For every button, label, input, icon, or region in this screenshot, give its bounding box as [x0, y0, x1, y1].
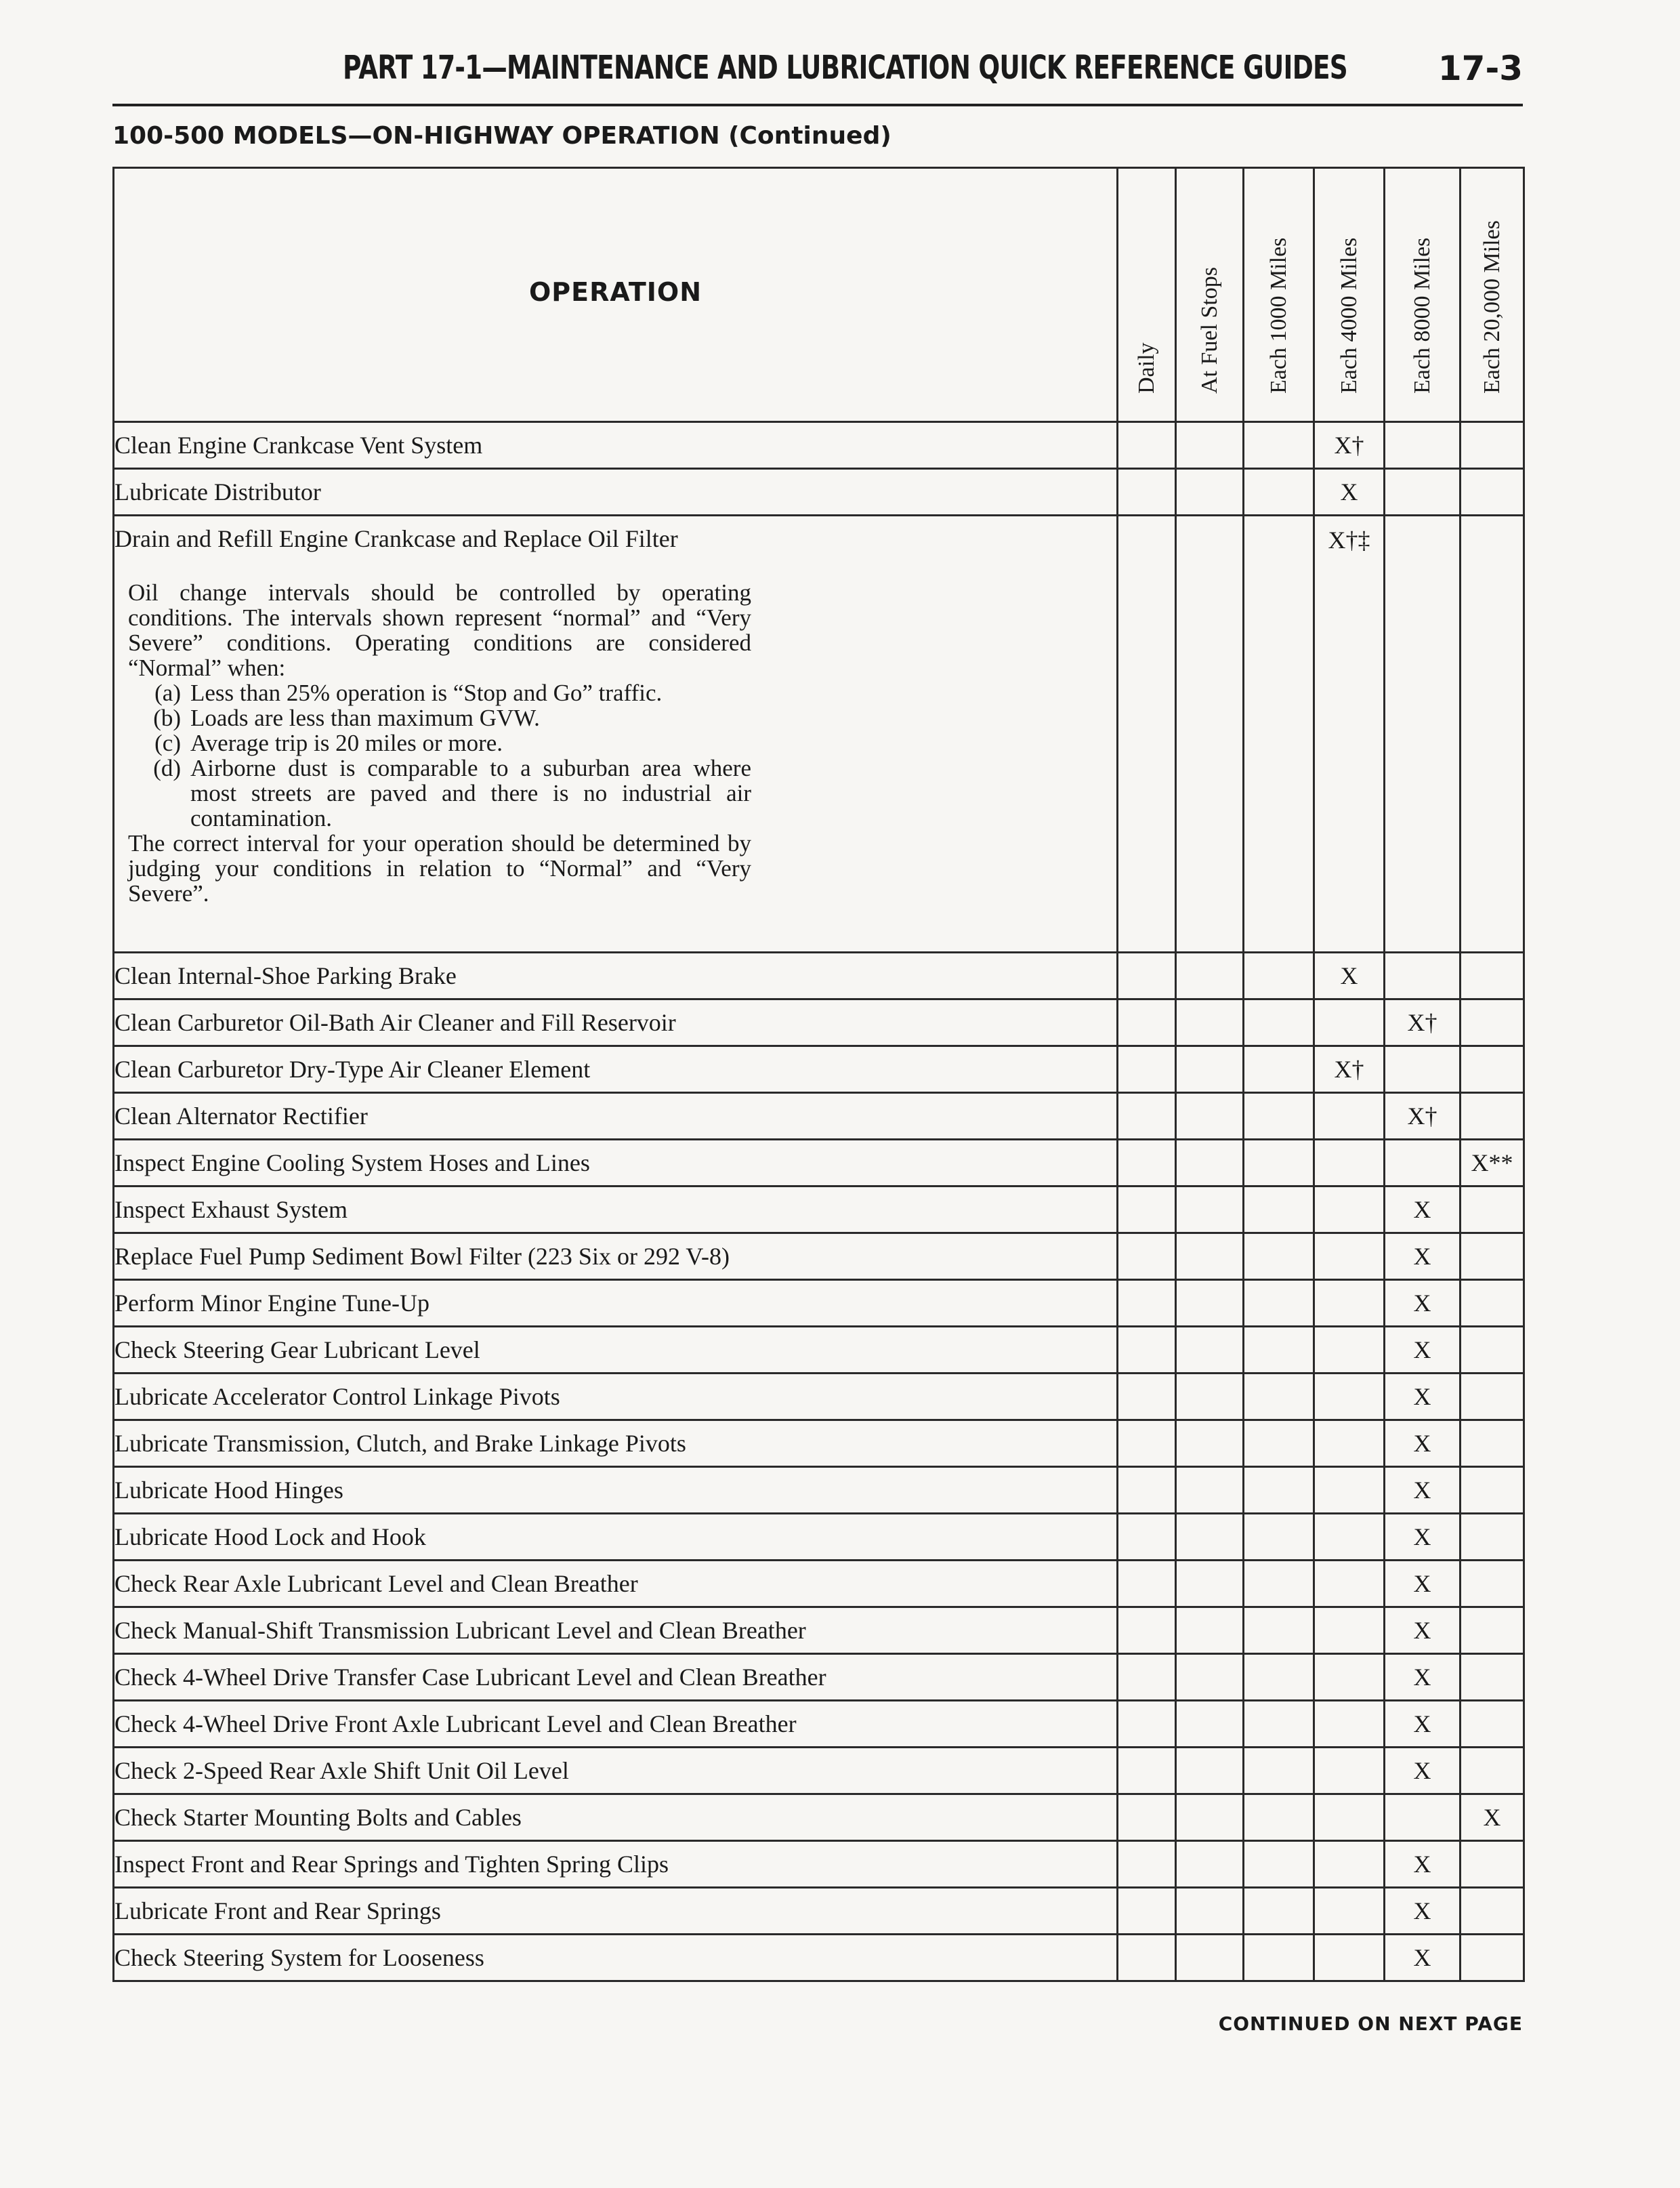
operation-label: Replace Fuel Pump Sediment Bowl Filter (223 Six or 292 V-8) — [114, 1243, 730, 1270]
table-row — [114, 1748, 1524, 1794]
interval-mark-cell — [1176, 516, 1244, 953]
interval-mark-cell — [1314, 1140, 1385, 1186]
interval-mark-cell — [1176, 1748, 1244, 1794]
interval-mark-cell — [1118, 1794, 1176, 1841]
table-row — [114, 1327, 1524, 1374]
table-row — [114, 953, 1524, 999]
table-row — [114, 1093, 1524, 1140]
interval-mark-cell — [1314, 1420, 1385, 1467]
interval-mark-cell — [1461, 1046, 1524, 1093]
table-row — [114, 422, 1524, 469]
interval-mark-cell — [1176, 1561, 1244, 1607]
interval-mark-cell — [1176, 1514, 1244, 1561]
interval-mark-cell — [1176, 1046, 1244, 1093]
interval-mark-cell — [1118, 1841, 1176, 1888]
interval-mark-cell — [1176, 1935, 1244, 1981]
interval-mark-cell — [1385, 469, 1461, 516]
note-intro: Oil change intervals should be controlled by operating conditions. The intervals shown represent “normal” and “Very Severe” conditions. Operating conditions are considered “Normal” when: — [128, 579, 751, 681]
operation-cell — [114, 1514, 1118, 1561]
operation-label: Check 4-Wheel Drive Transfer Case Lubricant Level and Clean Breather — [114, 1664, 826, 1691]
interval-mark-cell — [1461, 1186, 1524, 1233]
table-row — [114, 999, 1524, 1046]
interval-mark-cell — [1176, 999, 1244, 1046]
operation-label: Clean Carburetor Oil-Bath Air Cleaner and Fill Reservoir — [114, 1009, 676, 1036]
interval-mark-cell — [1314, 1748, 1385, 1794]
interval-mark-cell: X†‡ — [1314, 516, 1385, 953]
interval-mark-cell — [1176, 1186, 1244, 1233]
operation-label: Check Steering System for Looseness — [114, 1944, 484, 1971]
note-item-text: Average trip is 20 miles or more. — [190, 730, 503, 756]
interval-mark-cell — [1385, 1046, 1461, 1093]
interval-mark-cell — [1244, 422, 1314, 469]
interval-mark-cell — [1244, 1935, 1314, 1981]
interval-mark-cell: X — [1385, 1327, 1461, 1374]
operation-label: Clean Internal-Shoe Parking Brake — [114, 962, 457, 989]
interval-mark-cell — [1314, 1186, 1385, 1233]
interval-mark-cell: X — [1385, 1280, 1461, 1327]
column-header-4000-miles: Each 4000 Miles — [1314, 168, 1385, 422]
interval-mark-cell — [1176, 422, 1244, 469]
operation-cell — [114, 469, 1118, 516]
note-item-text: Less than 25% operation is “Stop and Go” traffic. — [190, 680, 663, 706]
table-row — [114, 1935, 1524, 1981]
operation-label: Check 4-Wheel Drive Front Axle Lubricant Level and Clean Breather — [114, 1710, 797, 1737]
maintenance-schedule-table — [112, 167, 1525, 1982]
interval-mark-cell — [1244, 469, 1314, 516]
interval-mark-cell — [1244, 1186, 1314, 1233]
interval-mark-cell — [1314, 1701, 1385, 1748]
operation-label: Clean Engine Crankcase Vent System — [114, 432, 483, 459]
operation-label: Check 2-Speed Rear Axle Shift Unit Oil Level — [114, 1757, 569, 1784]
interval-mark-cell — [1118, 1935, 1176, 1981]
operation-cell — [114, 1467, 1118, 1514]
part-title: PART 17-1—MAINTENANCE AND LUBRICATION QUICK REFERENCE GUIDES — [343, 49, 1347, 87]
interval-mark-cell — [1461, 1607, 1524, 1654]
interval-mark-cell — [1385, 422, 1461, 469]
interval-mark-cell — [1461, 469, 1524, 516]
table-row — [114, 1233, 1524, 1280]
operation-cell — [114, 1046, 1118, 1093]
operation-cell — [114, 1561, 1118, 1607]
interval-mark-cell — [1176, 1841, 1244, 1888]
interval-mark-cell — [1314, 1841, 1385, 1888]
note-condition-item — [128, 680, 751, 705]
operation-cell — [114, 1280, 1118, 1327]
interval-mark-cell: X** — [1461, 1140, 1524, 1186]
interval-mark-cell — [1244, 1654, 1314, 1701]
interval-mark-cell — [1118, 1888, 1176, 1935]
interval-mark-cell — [1314, 1374, 1385, 1420]
interval-mark-cell — [1385, 516, 1461, 953]
interval-mark-cell — [1461, 1514, 1524, 1561]
interval-mark-cell — [1244, 1514, 1314, 1561]
note-item-label: (a) — [154, 680, 181, 706]
interval-mark-cell: X† — [1385, 1093, 1461, 1140]
interval-mark-cell — [1314, 1607, 1385, 1654]
note-item-label: (d) — [153, 755, 181, 781]
interval-mark-cell — [1461, 1233, 1524, 1280]
interval-mark-cell — [1461, 1701, 1524, 1748]
interval-mark-cell — [1314, 1561, 1385, 1607]
operation-cell — [114, 1888, 1118, 1935]
interval-mark-cell — [1461, 1748, 1524, 1794]
table-row — [114, 1888, 1524, 1935]
operation-cell — [114, 1654, 1118, 1701]
operation-label: Lubricate Front and Rear Springs — [114, 1897, 441, 1924]
operation-cell — [114, 1140, 1118, 1186]
table-row — [114, 1794, 1524, 1841]
interval-mark-cell — [1461, 1327, 1524, 1374]
interval-mark-cell: X — [1385, 1841, 1461, 1888]
interval-mark-cell — [1314, 1233, 1385, 1280]
interval-mark-cell — [1118, 1046, 1176, 1093]
interval-mark-cell — [1176, 1467, 1244, 1514]
operation-cell — [114, 1420, 1118, 1467]
interval-mark-cell — [1244, 999, 1314, 1046]
operation-cell — [114, 999, 1118, 1046]
interval-mark-cell — [1176, 1327, 1244, 1374]
interval-mark-cell — [1118, 1186, 1176, 1233]
continued-notice: CONTINUED ON NEXT PAGE — [1218, 2012, 1523, 2035]
oil-change-note — [128, 580, 751, 906]
interval-mark-cell — [1244, 1233, 1314, 1280]
interval-mark-cell — [1118, 1561, 1176, 1607]
operation-cell — [114, 1701, 1118, 1748]
interval-mark-cell — [1244, 1327, 1314, 1374]
interval-mark-cell: X — [1385, 1467, 1461, 1514]
interval-mark-cell — [1244, 1701, 1314, 1748]
interval-mark-cell — [1314, 1654, 1385, 1701]
interval-mark-cell — [1118, 1607, 1176, 1654]
interval-mark-cell — [1314, 1280, 1385, 1327]
interval-mark-cell — [1176, 1093, 1244, 1140]
interval-mark-cell — [1461, 1561, 1524, 1607]
interval-mark-cell — [1118, 1467, 1176, 1514]
column-header-8000-miles: Each 8000 Miles — [1385, 168, 1461, 422]
operation-cell — [114, 1233, 1118, 1280]
interval-mark-cell — [1118, 1327, 1176, 1374]
interval-mark-cell — [1314, 1467, 1385, 1514]
operation-label: Lubricate Hood Hinges — [114, 1477, 343, 1504]
table-row — [114, 469, 1524, 516]
operation-label: Clean Carburetor Dry-Type Air Cleaner Element — [114, 1056, 591, 1083]
table-row — [114, 1420, 1524, 1467]
interval-mark-cell — [1176, 953, 1244, 999]
interval-mark-cell — [1176, 1233, 1244, 1280]
interval-mark-cell — [1118, 1280, 1176, 1327]
table-row — [114, 1140, 1524, 1186]
interval-mark-cell — [1118, 953, 1176, 999]
interval-mark-cell: X — [1385, 1374, 1461, 1420]
table-row — [114, 516, 1524, 953]
interval-mark-cell — [1244, 1467, 1314, 1514]
interval-mark-cell — [1176, 1654, 1244, 1701]
interval-mark-cell: X† — [1385, 999, 1461, 1046]
interval-mark-cell — [1461, 1420, 1524, 1467]
header-rule — [112, 104, 1523, 106]
operation-cell — [114, 516, 1118, 953]
operation-label: Check Steering Gear Lubricant Level — [114, 1336, 480, 1363]
interval-mark-cell — [1176, 1888, 1244, 1935]
interval-mark-cell — [1385, 1140, 1461, 1186]
operation-cell — [114, 1374, 1118, 1420]
operation-cell — [114, 422, 1118, 469]
operation-label: Lubricate Distributor — [114, 478, 321, 505]
table-row — [114, 1280, 1524, 1327]
table-row — [114, 1841, 1524, 1888]
interval-mark-cell — [1314, 1794, 1385, 1841]
note-condition-item — [128, 756, 751, 831]
interval-mark-cell — [1244, 1420, 1314, 1467]
page-header — [112, 49, 1523, 103]
section-title: 100-500 MODELS—ON-HIGHWAY OPERATION (Continued) — [112, 122, 891, 150]
interval-mark-cell — [1461, 1935, 1524, 1981]
interval-mark-cell — [1461, 1888, 1524, 1935]
interval-mark-cell — [1461, 1093, 1524, 1140]
operation-cell — [114, 1607, 1118, 1654]
interval-mark-cell: X† — [1314, 1046, 1385, 1093]
operation-label: Drain and Refill Engine Crankcase and Replace Oil Filter — [114, 525, 678, 552]
interval-mark-cell — [1314, 1327, 1385, 1374]
interval-mark-cell — [1118, 1748, 1176, 1794]
interval-mark-cell — [1176, 469, 1244, 516]
operation-label: Check Rear Axle Lubricant Level and Clean Breather — [114, 1570, 638, 1597]
column-header-1000-miles: Each 1000 Miles — [1244, 168, 1314, 422]
interval-mark-cell — [1244, 1841, 1314, 1888]
interval-mark-cell — [1461, 1841, 1524, 1888]
interval-mark-cell: X — [1385, 1701, 1461, 1748]
interval-mark-cell: X — [1314, 953, 1385, 999]
interval-mark-cell — [1118, 1140, 1176, 1186]
operation-cell — [114, 1841, 1118, 1888]
table-header-row — [114, 168, 1524, 422]
interval-mark-cell — [1244, 1794, 1314, 1841]
interval-mark-cell — [1385, 1794, 1461, 1841]
interval-mark-cell — [1118, 1654, 1176, 1701]
interval-mark-cell — [1176, 1420, 1244, 1467]
interval-mark-cell — [1176, 1794, 1244, 1841]
interval-mark-cell — [1244, 1561, 1314, 1607]
interval-mark-cell — [1244, 1888, 1314, 1935]
table-row — [114, 1467, 1524, 1514]
operation-cell — [114, 953, 1118, 999]
interval-mark-cell — [1176, 1701, 1244, 1748]
column-header-daily: Daily — [1118, 168, 1176, 422]
operation-label: Perform Minor Engine Tune-Up — [114, 1289, 429, 1317]
interval-mark-cell — [1244, 1046, 1314, 1093]
interval-mark-cell — [1244, 953, 1314, 999]
interval-mark-cell — [1461, 516, 1524, 953]
interval-mark-cell — [1118, 1701, 1176, 1748]
interval-mark-cell — [1461, 1467, 1524, 1514]
table-row — [114, 1186, 1524, 1233]
operation-label: Check Starter Mounting Bolts and Cables — [114, 1804, 522, 1831]
interval-mark-cell — [1118, 1093, 1176, 1140]
interval-mark-cell — [1314, 1935, 1385, 1981]
operation-label: Inspect Exhaust System — [114, 1196, 348, 1223]
interval-mark-cell — [1461, 1654, 1524, 1701]
interval-mark-cell: X — [1385, 1561, 1461, 1607]
operation-cell — [114, 1935, 1118, 1981]
interval-mark-cell — [1176, 1280, 1244, 1327]
interval-mark-cell: X — [1385, 1888, 1461, 1935]
interval-mark-cell: X — [1385, 1186, 1461, 1233]
note-item-text: Airborne dust is comparable to a suburban area where most streets are paved and there is no industrial air contamination. — [190, 755, 751, 831]
operation-cell — [114, 1327, 1118, 1374]
interval-mark-cell — [1385, 953, 1461, 999]
interval-mark-cell: X — [1385, 1935, 1461, 1981]
note-outro: The correct interval for your operation should be determined by judging your conditions in relation to “Normal” and “Very Severe”. — [128, 830, 751, 907]
operation-label: Inspect Engine Cooling System Hoses and Lines — [114, 1149, 590, 1176]
interval-mark-cell: X† — [1314, 422, 1385, 469]
interval-mark-cell: X — [1314, 469, 1385, 516]
page-number: 17-3 — [1437, 49, 1523, 88]
interval-mark-cell — [1118, 422, 1176, 469]
interval-mark-cell — [1461, 1374, 1524, 1420]
interval-mark-cell — [1244, 516, 1314, 953]
interval-mark-cell — [1118, 1420, 1176, 1467]
operation-label: Lubricate Accelerator Control Linkage Pivots — [114, 1383, 560, 1410]
operation-label: Inspect Front and Rear Springs and Tighten Spring Clips — [114, 1851, 669, 1878]
operation-column-header: OPERATION — [114, 168, 1118, 422]
note-condition-item — [128, 730, 751, 756]
interval-mark-cell — [1461, 1280, 1524, 1327]
interval-mark-cell — [1244, 1748, 1314, 1794]
note-item-label: (b) — [153, 705, 181, 731]
interval-mark-cell — [1244, 1093, 1314, 1140]
operation-cell — [114, 1794, 1118, 1841]
interval-mark-cell — [1314, 1093, 1385, 1140]
interval-mark-cell — [1176, 1140, 1244, 1186]
interval-mark-cell — [1314, 1888, 1385, 1935]
operation-cell — [114, 1093, 1118, 1140]
interval-mark-cell: X — [1385, 1420, 1461, 1467]
interval-mark-cell — [1461, 999, 1524, 1046]
note-item-label: (c) — [154, 730, 181, 756]
interval-mark-cell: X — [1385, 1607, 1461, 1654]
interval-mark-cell — [1244, 1140, 1314, 1186]
note-condition-item — [128, 705, 751, 730]
interval-mark-cell — [1118, 1374, 1176, 1420]
interval-mark-cell — [1244, 1607, 1314, 1654]
interval-mark-cell — [1314, 1514, 1385, 1561]
interval-mark-cell — [1461, 953, 1524, 999]
interval-mark-cell — [1118, 469, 1176, 516]
table-row — [114, 1607, 1524, 1654]
interval-mark-cell — [1244, 1280, 1314, 1327]
table-row — [114, 1654, 1524, 1701]
operation-label: Check Manual-Shift Transmission Lubricant Level and Clean Breather — [114, 1617, 806, 1644]
operation-label: Clean Alternator Rectifier — [114, 1102, 368, 1130]
table-row — [114, 1701, 1524, 1748]
interval-mark-cell — [1461, 422, 1524, 469]
interval-mark-cell: X — [1385, 1748, 1461, 1794]
interval-mark-cell — [1118, 516, 1176, 953]
operation-label: Lubricate Hood Lock and Hook — [114, 1523, 426, 1550]
interval-mark-cell: X — [1385, 1514, 1461, 1561]
interval-mark-cell — [1176, 1607, 1244, 1654]
operation-label: Lubricate Transmission, Clutch, and Brake Linkage Pivots — [114, 1430, 686, 1457]
note-item-text: Loads are less than maximum GVW. — [190, 705, 540, 731]
interval-mark-cell — [1118, 999, 1176, 1046]
column-header-20000-miles: Each 20,000 Miles — [1461, 168, 1524, 422]
table-row — [114, 1046, 1524, 1093]
interval-mark-cell — [1118, 1233, 1176, 1280]
interval-mark-cell — [1176, 1374, 1244, 1420]
interval-mark-cell — [1244, 1374, 1314, 1420]
interval-mark-cell — [1314, 999, 1385, 1046]
column-header-fuel-stops: At Fuel Stops — [1176, 168, 1244, 422]
interval-mark-cell: X — [1461, 1794, 1524, 1841]
table-row — [114, 1514, 1524, 1561]
table-row — [114, 1374, 1524, 1420]
interval-mark-cell — [1118, 1514, 1176, 1561]
table-row — [114, 1561, 1524, 1607]
operation-cell — [114, 1186, 1118, 1233]
operation-cell — [114, 1748, 1118, 1794]
interval-mark-cell: X — [1385, 1233, 1461, 1280]
interval-mark-cell: X — [1385, 1654, 1461, 1701]
